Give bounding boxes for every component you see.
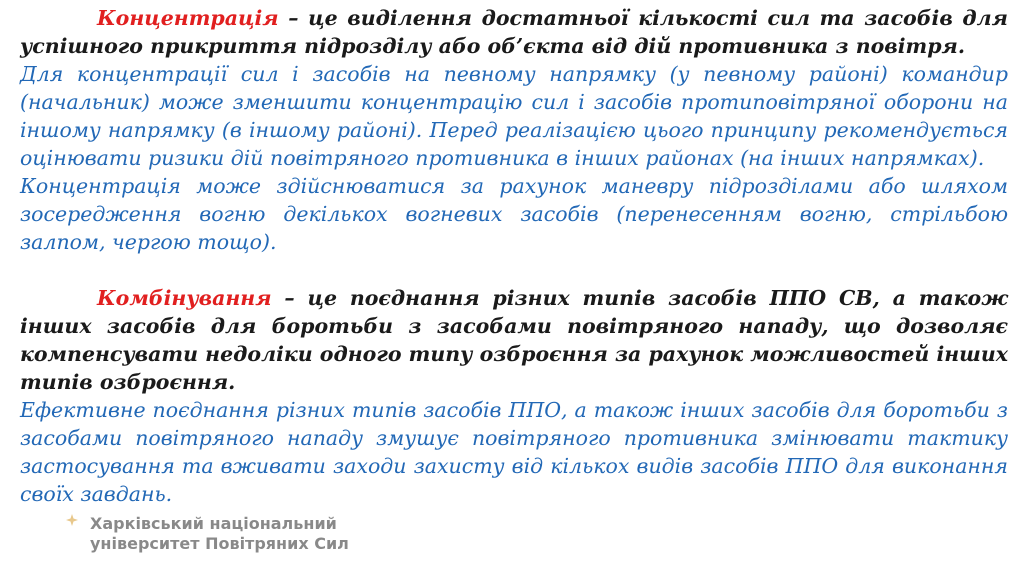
paragraph-spacer <box>20 256 1008 284</box>
footer-line-2: університет Повітряних Сил <box>90 534 349 553</box>
concentration-explanation-2: Концентрація може здійснюватися за рахунок маневру підрозділами або шляхом зосередження вогню декількох вогневих засобів (перенесенням вогню, стрільбою залпом, чергою тощо). <box>20 174 1008 254</box>
combination-definition: – це поєднання різних типів засобів ППО СВ, а також інших засобів для боротьби з засобами повітряного нападу, що дозволяє компенсувати недоліки одного типу озброєння за рахунок можливостей інших типів озброєння. <box>20 286 1008 394</box>
footer-institution <box>62 514 402 554</box>
combination-term: Комбінування <box>97 286 272 310</box>
concentration-explanation-1: Для концентрації сил і засобів на певному напрямку (у певному районі) командир (начальник) може зменшити концентрацію сил і засобів протиповітряної оборони на іншому напрямку (в іншому районі). Перед реалізацією цього принципу рекомендується оцінювати ризики дій повітряного противника в інших районах (на інших напрямках). <box>20 62 1008 170</box>
combination-paragraph <box>20 284 1008 396</box>
concentration-term: Концентрація <box>97 6 279 30</box>
combination-explanation: Ефективне поєднання різних типів засобів ППО, а також інших засобів для боротьби з засобами повітряного нападу змушує повітряного противника змінювати тактику застосування та вживати заходи захисту від кількох видів засобів ППО для виконання своїх завдань. <box>20 398 1008 506</box>
footer-line-1: Харківський національний <box>90 514 337 533</box>
concentration-paragraph <box>20 4 1008 60</box>
concentration-definition: – це виділення достатньої кількості сил та засобів для успішного прикриття підрозділу або об’єкта від дій противника з повітря. <box>20 6 1008 58</box>
slide-body <box>20 4 1008 508</box>
